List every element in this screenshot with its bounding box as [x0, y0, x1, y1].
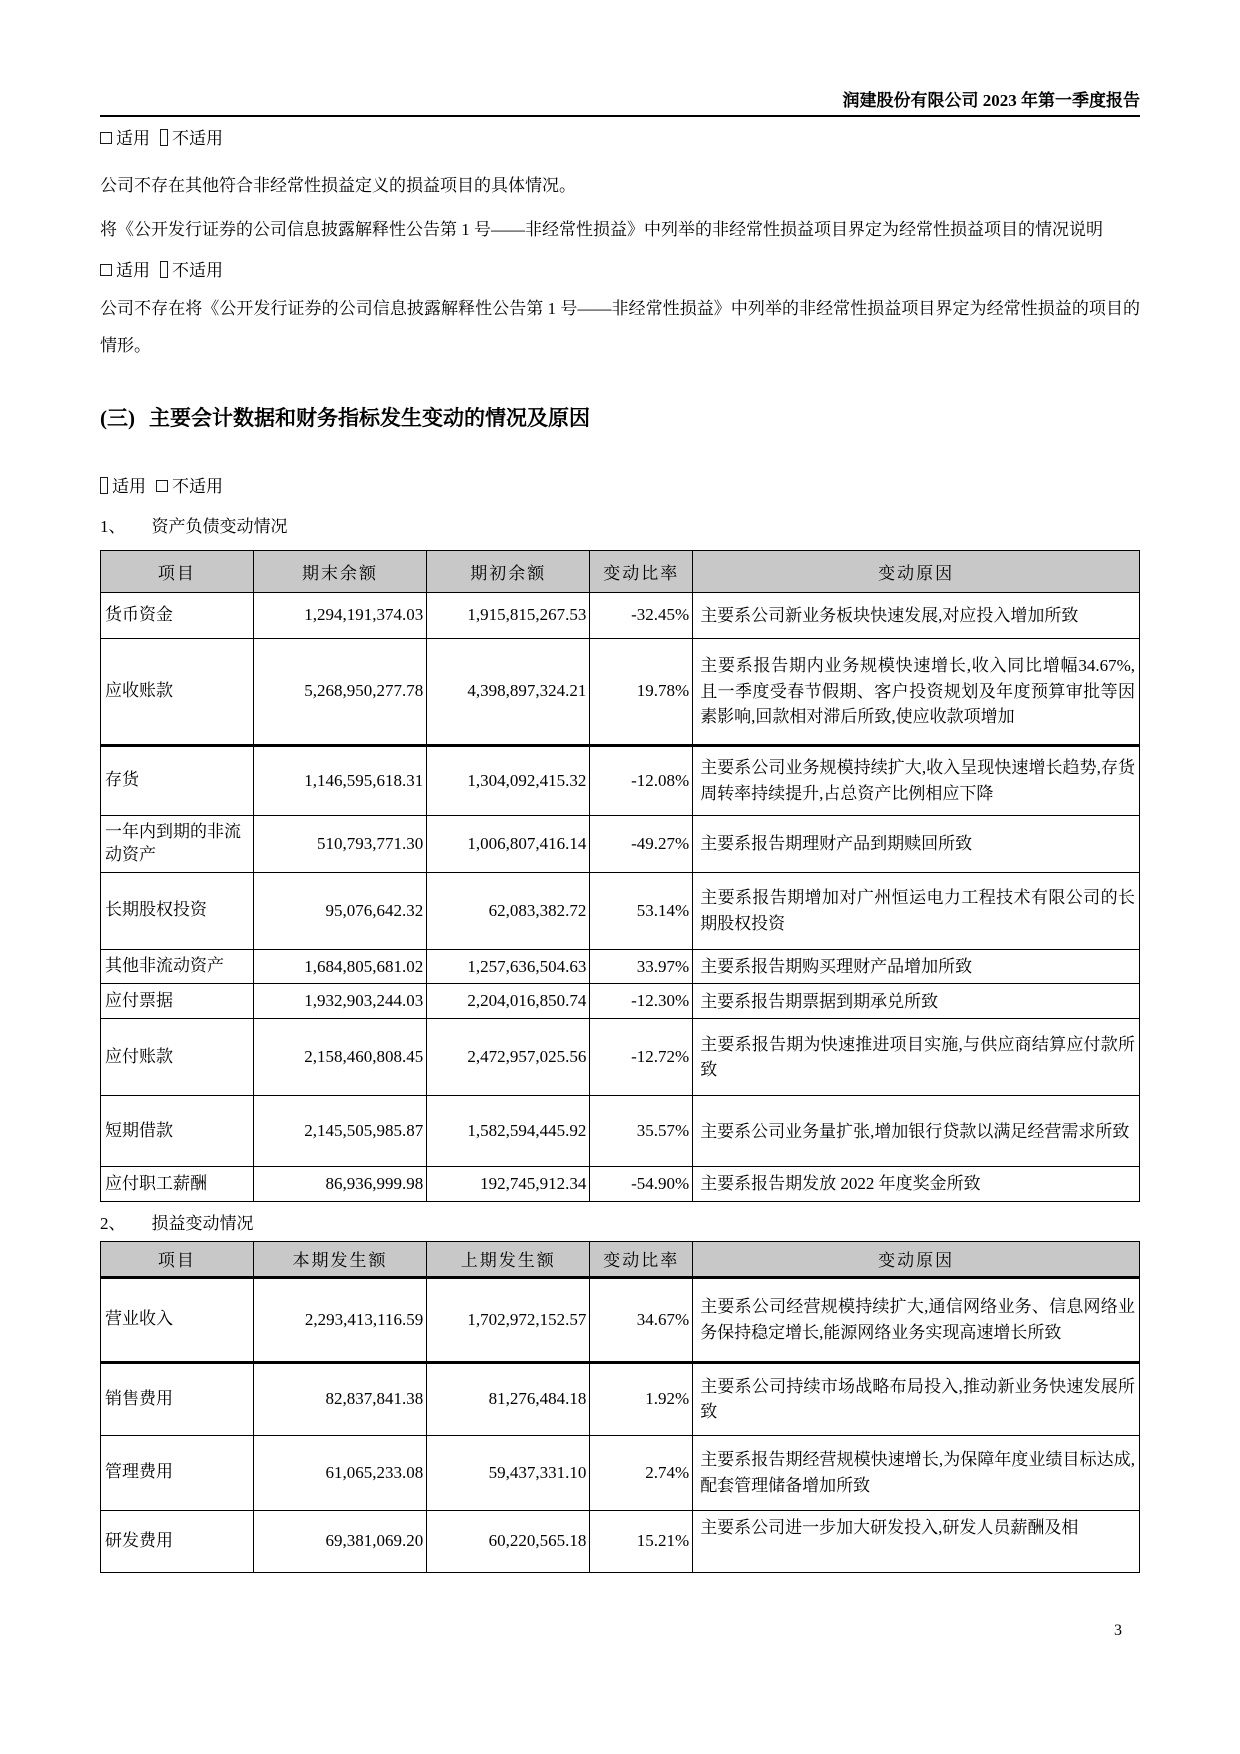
col-header-prior-amount: 上期发生额 — [427, 1241, 590, 1277]
cell-item: 一年内到期的非流动资产 — [101, 815, 254, 872]
cell-beginning-balance: 1,915,815,267.53 — [427, 592, 590, 638]
cell-current-amount: 69,381,069.20 — [253, 1510, 427, 1572]
cell-change-ratio: 33.97% — [590, 949, 693, 984]
cell-beginning-balance: 2,472,957,025.56 — [427, 1019, 590, 1096]
cell-item: 应收账款 — [101, 638, 254, 745]
cell-item: 货币资金 — [101, 592, 254, 638]
subsection-title: 损益变动情况 — [151, 1213, 254, 1233]
cell-item: 管理费用 — [101, 1435, 254, 1510]
table-row — [101, 745, 1140, 815]
table-row — [101, 638, 1140, 745]
checkbox-unchecked-icon — [100, 264, 112, 276]
cell-change-ratio: 53.14% — [590, 872, 693, 949]
checkbox-checked-icon — [100, 477, 108, 494]
section-number: (三) — [100, 406, 135, 431]
cell-beginning-balance: 1,257,636,504.63 — [427, 949, 590, 984]
cell-prior-amount: 59,437,331.10 — [427, 1435, 590, 1510]
col-header-change-ratio: 变动比率 — [590, 1241, 693, 1277]
cell-change-reason: 主要系报告期发放 2022 年度奖金所致 — [693, 1167, 1140, 1202]
cell-change-reason: 主要系公司业务规模持续扩大,收入呈现快速增长趋势,存货周转率持续提升,占总资产比例相应下降 — [693, 745, 1140, 815]
cell-ending-balance: 2,145,505,985.87 — [253, 1096, 427, 1167]
option-label: 适用 — [116, 129, 150, 148]
col-header-item: 项目 — [101, 1241, 254, 1277]
checkbox-checked-icon — [160, 261, 168, 278]
option-not-applicable — [156, 477, 223, 496]
cell-prior-amount: 60,220,565.18 — [427, 1510, 590, 1572]
table-row — [101, 815, 1140, 872]
paragraph-no-reclassification: 公司不存在将《公开发行证券的公司信息披露解释性公告第 1 号——非经常性损益》中列举的非经常性损益项目界定为经常性损益的项目的情形。 — [100, 299, 1140, 355]
cell-change-ratio: 34.67% — [590, 1277, 693, 1362]
cell-change-ratio: -49.27% — [590, 815, 693, 872]
cell-item: 销售费用 — [101, 1362, 254, 1435]
table-row — [101, 949, 1140, 984]
cell-change-reason: 主要系公司持续市场战略布局投入,推动新业务快速发展所致 — [693, 1362, 1140, 1435]
subsection-title: 资产负债变动情况 — [151, 517, 288, 537]
cell-prior-amount: 1,702,972,152.57 — [427, 1277, 590, 1362]
cell-change-reason: 主要系公司经营规模持续扩大,通信网络业务、信息网络业务保持稳定增长,能源网络业务实现高速增长所致 — [693, 1277, 1140, 1362]
cell-ending-balance: 1,146,595,618.31 — [253, 745, 427, 815]
cell-current-amount: 2,293,413,116.59 — [253, 1277, 427, 1362]
cell-ending-balance: 510,793,771.30 — [253, 815, 427, 872]
cell-change-ratio: 1.92% — [590, 1362, 693, 1435]
option-label: 适用 — [112, 476, 146, 496]
cell-beginning-balance: 1,006,807,416.14 — [427, 815, 590, 872]
subsection-number: 2、 — [100, 1213, 126, 1233]
col-header-change-reason: 变动原因 — [693, 1241, 1140, 1277]
paragraph-explanation-title: 将《公开发行证券的公司信息披露解释性公告第 1 号——非经常性损益》中列举的非经常性损益项目界定为经常性损益项目的情况说明 — [100, 220, 1103, 240]
col-header-item: 项目 — [101, 550, 254, 592]
section-heading-3 — [100, 404, 1140, 433]
table-row — [101, 1362, 1140, 1435]
paragraph-no-other-items: 公司不存在其他符合非经常性损益定义的损益项目的具体情况。 — [100, 175, 576, 195]
cell-change-reason: 主要系公司业务量扩张,增加银行贷款以满足经营需求所致 — [693, 1096, 1140, 1167]
cell-change-ratio: 35.57% — [590, 1096, 693, 1167]
cell-item: 长期股权投资 — [101, 872, 254, 949]
running-header — [100, 0, 1140, 117]
cell-change-reason: 主要系报告期购买理财产品增加所致 — [693, 949, 1140, 984]
cell-ending-balance: 1,932,903,244.03 — [253, 984, 427, 1019]
option-label: 不适用 — [172, 129, 223, 148]
cell-change-reason: 主要系报告期票据到期承兑所致 — [693, 984, 1140, 1019]
page-content — [100, 0, 1140, 1573]
cell-change-reason: 主要系报告期增加对广州恒运电力工程技术有限公司的长期股权投资 — [693, 872, 1140, 949]
table-row — [101, 1167, 1140, 1202]
cell-change-reason: 主要系报告期经营规模快速增长,为保障年度业绩目标达成,配套管理储备增加所致 — [693, 1435, 1140, 1510]
option-not-applicable — [160, 129, 223, 148]
cell-ending-balance: 95,076,642.32 — [253, 872, 427, 949]
table-row — [101, 1096, 1140, 1167]
col-header-beginning-balance: 期初余额 — [427, 550, 590, 592]
subsection-number: 1、 — [100, 517, 126, 537]
table-header-row — [101, 1241, 1140, 1277]
cell-item: 应付票据 — [101, 984, 254, 1019]
cell-ending-balance: 2,158,460,808.45 — [253, 1019, 427, 1096]
cell-item: 营业收入 — [101, 1277, 254, 1362]
cell-beginning-balance: 1,582,594,445.92 — [427, 1096, 590, 1167]
col-header-ending-balance: 期末余额 — [253, 550, 427, 592]
cell-ending-balance: 1,684,805,681.02 — [253, 949, 427, 984]
applicability-line-2 — [100, 253, 1140, 290]
cell-beginning-balance: 62,083,382.72 — [427, 872, 590, 949]
cell-beginning-balance: 192,745,912.34 — [427, 1167, 590, 1202]
table-row — [101, 984, 1140, 1019]
cell-ending-balance: 1,294,191,374.03 — [253, 592, 427, 638]
col-header-change-reason: 变动原因 — [693, 550, 1140, 592]
col-header-current-amount: 本期发生额 — [253, 1241, 427, 1277]
cell-item: 应付职工薪酬 — [101, 1167, 254, 1202]
option-not-applicable — [160, 261, 223, 280]
cell-beginning-balance: 4,398,897,324.21 — [427, 638, 590, 745]
page-number: 3 — [1114, 1622, 1122, 1639]
cell-ending-balance: 5,268,950,277.78 — [253, 638, 427, 745]
cell-item: 存货 — [101, 745, 254, 815]
cell-item: 应付账款 — [101, 1019, 254, 1096]
col-header-change-ratio: 变动比率 — [590, 550, 693, 592]
cell-change-reason: 主要系公司进一步加大研发投入,研发人员薪酬及相 — [693, 1510, 1140, 1572]
cell-current-amount: 61,065,233.08 — [253, 1435, 427, 1510]
cell-item: 其他非流动资产 — [101, 949, 254, 984]
applicability-line-3 — [100, 469, 1140, 506]
table-row — [101, 1510, 1140, 1572]
checkbox-unchecked-icon — [156, 480, 168, 492]
report-title: 润建股份有限公司 2023 年第一季度报告 — [842, 91, 1140, 110]
option-label: 适用 — [116, 260, 150, 280]
cell-change-ratio: 2.74% — [590, 1435, 693, 1510]
subsection-2-label — [100, 1210, 1140, 1237]
option-applicable — [100, 129, 150, 148]
cell-change-reason: 主要系公司新业务板块快速发展,对应投入增加所致 — [693, 592, 1140, 638]
cell-item: 研发费用 — [101, 1510, 254, 1572]
option-label: 不适用 — [172, 260, 223, 280]
applicability-line-1 — [100, 121, 1140, 158]
table-row — [101, 1019, 1140, 1096]
checkbox-checked-icon — [160, 129, 168, 146]
cell-change-reason: 主要系报告期理财产品到期赎回所致 — [693, 815, 1140, 872]
cell-change-ratio: 15.21% — [590, 1510, 693, 1572]
profit-loss-change-table — [100, 1241, 1140, 1573]
section-title: 主要会计数据和财务指标发生变动的情况及原因 — [149, 406, 590, 431]
checkbox-unchecked-icon — [100, 132, 112, 144]
table-row — [101, 1277, 1140, 1362]
cell-change-reason: 主要系报告期内业务规模快速增长,收入同比增幅34.67%,且一季度受春节假期、客户投资规划及年度预算审批等因素影响,回款相对滞后所致,使应收款项增加 — [693, 638, 1140, 745]
option-applicable — [100, 261, 150, 280]
option-applicable — [100, 477, 146, 496]
cell-beginning-balance: 2,204,016,850.74 — [427, 984, 590, 1019]
subsection-1-label — [100, 509, 1140, 546]
table-row — [101, 592, 1140, 638]
cell-change-ratio: 19.78% — [590, 638, 693, 745]
cell-prior-amount: 81,276,484.18 — [427, 1362, 590, 1435]
cell-change-reason: 主要系报告期为快速推进项目实施,与供应商结算应付款所致 — [693, 1019, 1140, 1096]
cell-change-ratio: -12.30% — [590, 984, 693, 1019]
table-row — [101, 872, 1140, 949]
cell-change-ratio: -12.08% — [590, 745, 693, 815]
table-row — [101, 1435, 1140, 1510]
cell-current-amount: 82,837,841.38 — [253, 1362, 427, 1435]
cell-change-ratio: -54.90% — [590, 1167, 693, 1202]
cell-beginning-balance: 1,304,092,415.32 — [427, 745, 590, 815]
cell-ending-balance: 86,936,999.98 — [253, 1167, 427, 1202]
table-header-row — [101, 550, 1140, 592]
cell-change-ratio: -32.45% — [590, 592, 693, 638]
cell-item: 短期借款 — [101, 1096, 254, 1167]
option-label: 不适用 — [172, 476, 223, 496]
asset-liability-change-table — [100, 550, 1140, 1202]
cell-change-ratio: -12.72% — [590, 1019, 693, 1096]
